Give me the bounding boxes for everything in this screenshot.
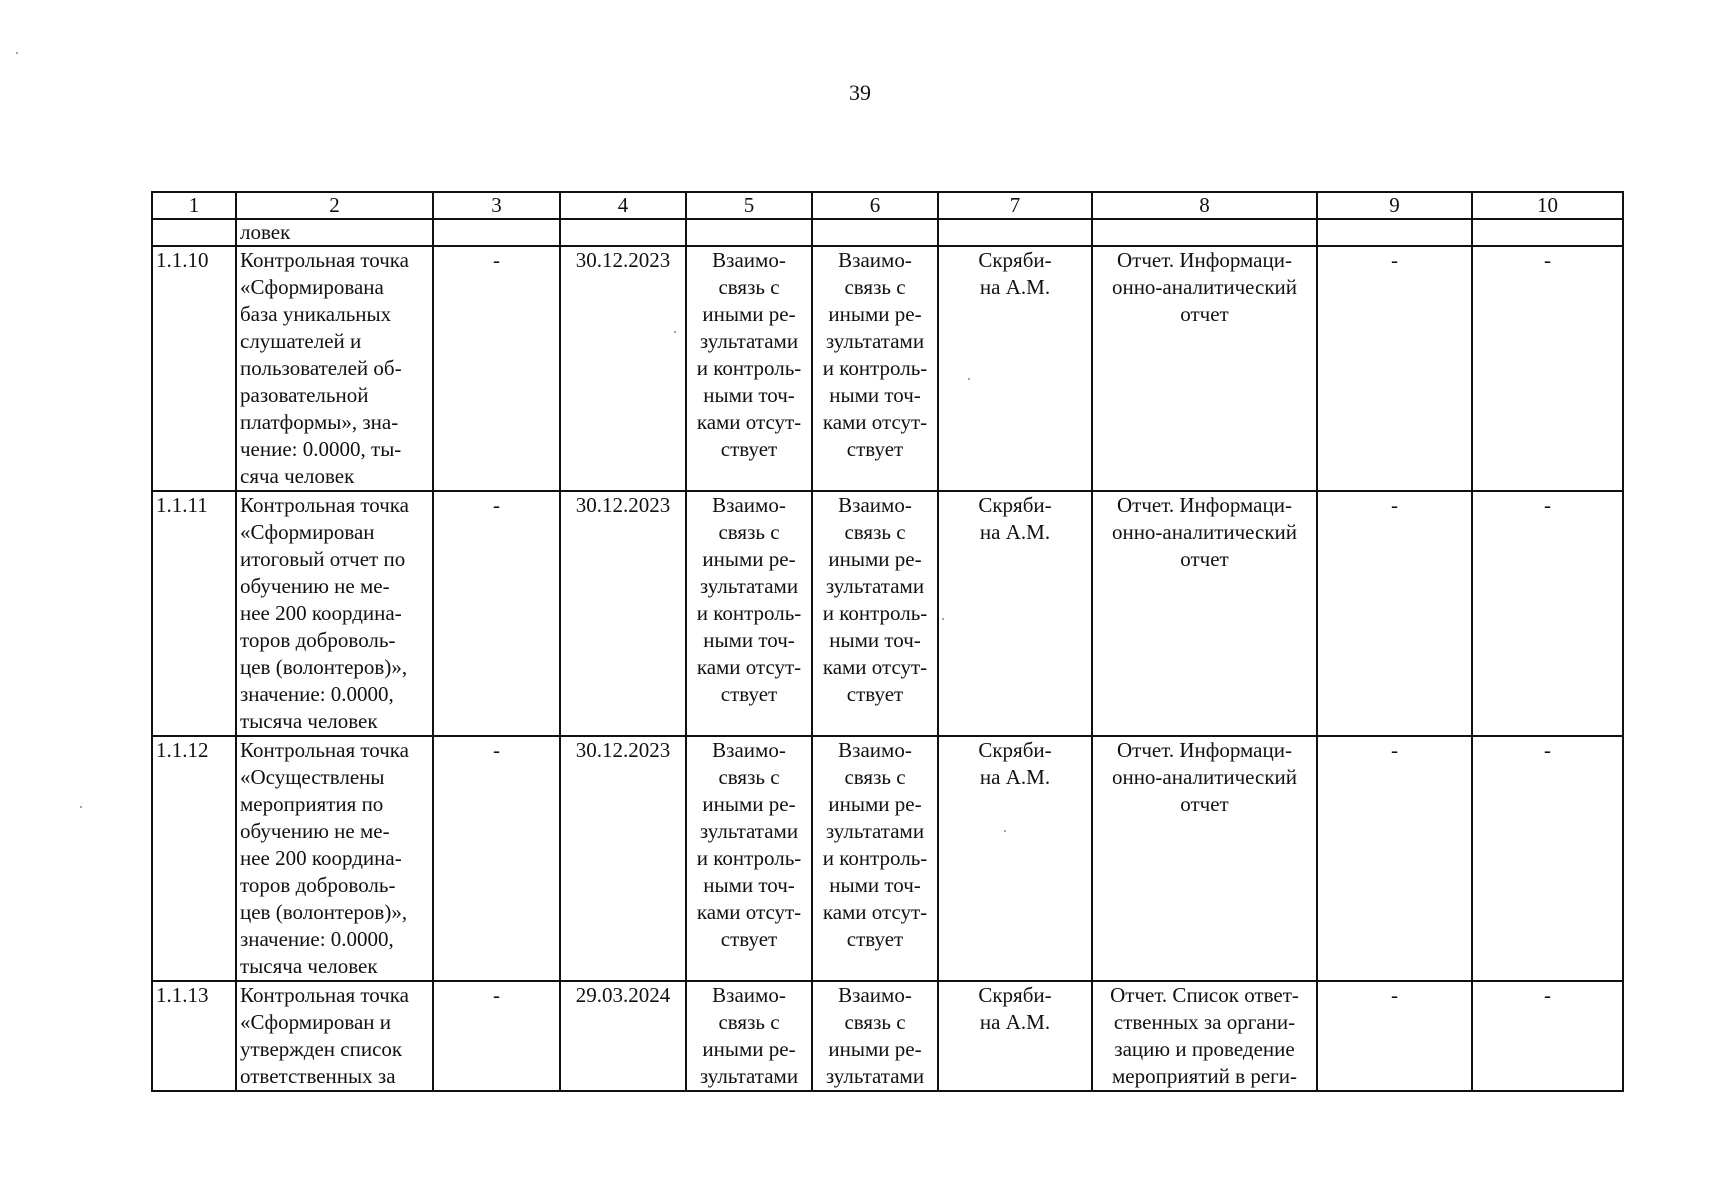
column-number-cell: 8: [1092, 192, 1317, 219]
plan-table: [151, 191, 1624, 1092]
report-cell-line: онно-аналитический: [1111, 520, 1298, 544]
col9-cell: -: [1317, 491, 1472, 736]
relation-cell-line: и контроль-: [696, 356, 802, 380]
description-cell-line: «Сформирована: [240, 275, 384, 299]
scan-speck: [80, 806, 82, 808]
report-cell-line: онно-аналитический: [1111, 275, 1298, 299]
col3-cell: -: [433, 491, 560, 736]
column-number-cell: 7: [938, 192, 1092, 219]
description-cell-line: сяча человек: [240, 464, 355, 488]
column-number-row: [152, 192, 1623, 219]
report-cell: [1092, 491, 1317, 736]
relation-cell-line: и контроль-: [822, 846, 928, 870]
description-cell-line: цев (волонтеров)»,: [240, 655, 408, 679]
description-cell-line: ответственных за: [240, 1064, 396, 1088]
description-cell-line: база уникальных: [240, 302, 392, 326]
relation-cell-line: Взаимо-: [838, 983, 912, 1007]
relation-cell-line: ками отсут-: [696, 410, 802, 434]
description-cell-line: тысяча человек: [240, 709, 378, 733]
description-cell-line: цев (волонтеров)»,: [240, 900, 408, 924]
page-number: 39: [849, 80, 871, 105]
relation-cell-line: и контроль-: [696, 846, 802, 870]
relation-cell-line: Взаимо-: [838, 738, 912, 762]
col10-cell: -: [1472, 491, 1623, 736]
relation-cell-line: ками отсут-: [696, 900, 802, 924]
responsible-cell-line: Скряби-: [978, 493, 1052, 517]
relation-cell-line: ствует: [846, 927, 904, 951]
relation-cell-line: ками отсут-: [696, 655, 802, 679]
report-cell-line: отчет: [1180, 547, 1229, 571]
responsible-cell-line: на А.М.: [979, 275, 1051, 299]
report-cell-line: Отчет. Список ответ-: [1110, 983, 1299, 1007]
description-cell-line: нее 200 координа-: [240, 846, 402, 870]
description-cell-line: разовательной: [240, 383, 369, 407]
column-number-cell: 9: [1317, 192, 1472, 219]
relation-cell-line: иными ре-: [828, 547, 922, 571]
continuation-row: [152, 219, 1623, 246]
report-cell-line: Отчет. Информаци-: [1117, 493, 1292, 517]
column-number-cell: 3: [433, 192, 560, 219]
empty-cell: [1472, 219, 1623, 246]
row-number: 1.1.13: [152, 981, 236, 1091]
relation-cell: [812, 246, 938, 491]
description-cell-line: платформы», зна-: [240, 410, 399, 434]
col10-cell: -: [1472, 246, 1623, 491]
column-number-cell: 5: [686, 192, 812, 219]
responsible-cell-line: Скряби-: [978, 248, 1052, 272]
report-cell-line: зацию и проведение: [1114, 1037, 1295, 1061]
empty-cell: [560, 219, 686, 246]
empty-cell: [433, 219, 560, 246]
description-cell-line: Контрольная точка: [240, 248, 410, 272]
description-cell-line: значение: 0.0000,: [240, 927, 394, 951]
col3-cell: -: [433, 246, 560, 491]
scan-speck: [1004, 830, 1006, 832]
column-number-cell: 1: [152, 192, 236, 219]
relation-cell-line: иными ре-: [702, 1037, 796, 1061]
description-cell: [236, 736, 433, 981]
relation-cell-line: ствует: [720, 682, 778, 706]
relation-cell-line: ными точ-: [703, 873, 795, 897]
column-number-cell: 2: [236, 192, 433, 219]
relation-cell-line: иными ре-: [828, 302, 922, 326]
relation-cell-line: связь с: [718, 275, 780, 299]
responsible-cell: [938, 981, 1092, 1091]
description-cell-line: обучению не ме-: [240, 574, 390, 598]
description-cell-line: «Сформирован и: [240, 1010, 392, 1034]
relation-cell: [812, 491, 938, 736]
continuation-text: ловек: [236, 219, 433, 246]
relation-cell-line: Взаимо-: [838, 248, 912, 272]
relation-cell-line: ствует: [720, 927, 778, 951]
relation-cell-line: ными точ-: [829, 873, 921, 897]
column-number-cell: 10: [1472, 192, 1623, 219]
col9-cell: -: [1317, 246, 1472, 491]
relation-cell-line: иными ре-: [828, 792, 922, 816]
description-cell-line: Контрольная точка: [240, 493, 410, 517]
relation-cell-line: ствует: [846, 437, 904, 461]
col3-cell: -: [433, 736, 560, 981]
relation-cell-line: Взаимо-: [712, 248, 786, 272]
col9-cell: -: [1317, 981, 1472, 1091]
description-cell-line: тысяча человек: [240, 954, 378, 978]
description-cell-line: обучению не ме-: [240, 819, 390, 843]
report-cell-line: Отчет. Информаци-: [1117, 248, 1292, 272]
row-number: 1.1.12: [152, 736, 236, 981]
relation-cell-line: зультатами: [825, 574, 925, 598]
row-number: 1.1.10: [152, 246, 236, 491]
description-cell-line: пользователей об-: [240, 356, 402, 380]
scan-speck: [674, 331, 676, 333]
date-cell: 30.12.2023: [560, 246, 686, 491]
relation-cell-line: иными ре-: [702, 792, 796, 816]
scan-speck: [968, 378, 970, 380]
relation-cell-line: и контроль-: [822, 356, 928, 380]
report-cell: [1092, 736, 1317, 981]
col10-cell: -: [1472, 981, 1623, 1091]
relation-cell-line: связь с: [718, 765, 780, 789]
relation-cell-line: иными ре-: [702, 547, 796, 571]
relation-cell-line: Взаимо-: [712, 983, 786, 1007]
report-cell-line: мероприятий в реги-: [1112, 1064, 1297, 1088]
relation-cell-line: Взаимо-: [712, 738, 786, 762]
relation-cell-line: иными ре-: [702, 302, 796, 326]
responsible-cell: [938, 246, 1092, 491]
responsible-cell-line: на А.М.: [979, 765, 1051, 789]
relation-cell: [812, 981, 938, 1091]
col10-cell: -: [1472, 736, 1623, 981]
description-cell: [236, 246, 433, 491]
relation-cell-line: ками отсут-: [822, 900, 928, 924]
relation-cell-line: и контроль-: [696, 601, 802, 625]
relation-cell-line: Взаимо-: [838, 493, 912, 517]
relation-cell-line: связь с: [718, 1010, 780, 1034]
relation-cell-line: ными точ-: [703, 628, 795, 652]
relation-cell-line: ствует: [846, 682, 904, 706]
row-number: 1.1.11: [152, 491, 236, 736]
description-cell: [236, 491, 433, 736]
relation-cell-line: зультатами: [699, 329, 799, 353]
empty-cell: [152, 219, 236, 246]
table-row: [152, 736, 1623, 981]
relation-cell-line: связь с: [844, 1010, 906, 1034]
table-row: [152, 981, 1623, 1091]
description-cell-line: торов доброволь-: [240, 873, 396, 897]
empty-cell: [686, 219, 812, 246]
description-cell-line: «Сформирован: [240, 520, 375, 544]
column-number-cell: 6: [812, 192, 938, 219]
responsible-cell-line: Скряби-: [978, 983, 1052, 1007]
table-row: [152, 491, 1623, 736]
description-cell-line: Контрольная точка: [240, 738, 410, 762]
report-cell-line: онно-аналитический: [1111, 765, 1298, 789]
responsible-cell-line: Скряби-: [978, 738, 1052, 762]
relation-cell-line: зультатами: [825, 819, 925, 843]
table-row: [152, 246, 1623, 491]
relation-cell: [686, 246, 812, 491]
column-number-cell: 4: [560, 192, 686, 219]
relation-cell-line: зультатами: [699, 574, 799, 598]
col9-cell: -: [1317, 736, 1472, 981]
date-cell: 29.03.2024: [560, 981, 686, 1091]
responsible-cell: [938, 491, 1092, 736]
responsible-cell-line: на А.М.: [979, 520, 1051, 544]
relation-cell-line: иными ре-: [828, 1037, 922, 1061]
relation-cell-line: зультатами: [699, 819, 799, 843]
relation-cell-line: Взаимо-: [712, 493, 786, 517]
relation-cell-line: ками отсут-: [822, 655, 928, 679]
empty-cell: [812, 219, 938, 246]
relation-cell: [812, 736, 938, 981]
relation-cell-line: связь с: [844, 520, 906, 544]
relation-cell: [686, 981, 812, 1091]
report-cell: [1092, 246, 1317, 491]
description-cell-line: чение: 0.0000, ты-: [240, 437, 402, 461]
responsible-cell-line: на А.М.: [979, 1010, 1051, 1034]
relation-cell-line: зультатами: [825, 1064, 925, 1088]
date-cell: 30.12.2023: [560, 736, 686, 981]
description-cell-line: Контрольная точка: [240, 983, 410, 1007]
relation-cell-line: связь с: [844, 765, 906, 789]
scan-speck: [16, 52, 18, 54]
relation-cell: [686, 491, 812, 736]
description-cell-line: «Осуществлены: [240, 765, 385, 789]
relation-cell-line: ствует: [720, 437, 778, 461]
relation-cell-line: зультатами: [825, 329, 925, 353]
description-cell-line: мероприятия по: [240, 792, 384, 816]
relation-cell: [686, 736, 812, 981]
col3-cell: -: [433, 981, 560, 1091]
empty-cell: [1092, 219, 1317, 246]
description-cell-line: нее 200 координа-: [240, 601, 402, 625]
relation-cell-line: ками отсут-: [822, 410, 928, 434]
relation-cell-line: связь с: [844, 275, 906, 299]
scan-speck: [942, 618, 944, 620]
empty-cell: [1317, 219, 1472, 246]
relation-cell-line: ными точ-: [829, 383, 921, 407]
description-cell-line: значение: 0.0000,: [240, 682, 394, 706]
description-cell-line: утвержден список: [240, 1037, 403, 1061]
relation-cell-line: зультатами: [699, 1064, 799, 1088]
relation-cell-line: ными точ-: [829, 628, 921, 652]
description-cell-line: слушателей и: [240, 329, 362, 353]
report-cell-line: ственных за органи-: [1113, 1010, 1296, 1034]
responsible-cell: [938, 736, 1092, 981]
description-cell-line: торов доброволь-: [240, 628, 396, 652]
description-cell-line: итоговый отчет по: [240, 547, 406, 571]
relation-cell-line: связь с: [718, 520, 780, 544]
report-cell-line: Отчет. Информаци-: [1117, 738, 1292, 762]
empty-cell: [938, 219, 1092, 246]
description-cell: [236, 981, 433, 1091]
date-cell: 30.12.2023: [560, 491, 686, 736]
report-cell: [1092, 981, 1317, 1091]
relation-cell-line: ными точ-: [703, 383, 795, 407]
relation-cell-line: и контроль-: [822, 601, 928, 625]
report-cell-line: отчет: [1180, 792, 1229, 816]
report-cell-line: отчет: [1180, 302, 1229, 326]
